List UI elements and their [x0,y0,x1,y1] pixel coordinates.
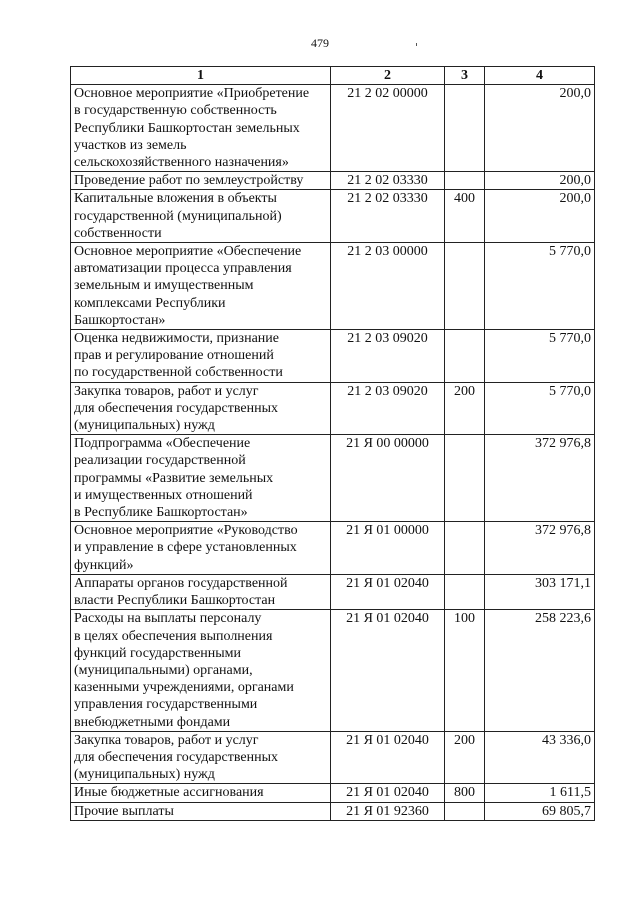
row-type: 400 [445,190,485,243]
table-row [71,731,595,784]
row-amount: 5 770,0 [485,243,595,330]
row-name: Иные бюджетные ассигнования [71,784,331,802]
row-type [445,330,485,383]
row-amount: 200,0 [485,172,595,190]
table-row [71,85,595,172]
row-type [445,802,485,820]
row-amount: 5 770,0 [485,382,595,435]
row-amount: 372 976,8 [485,522,595,575]
table-row [71,382,595,435]
table-row [71,784,595,802]
row-code: 21 Я 01 02040 [331,574,445,609]
row-amount: 1 611,5 [485,784,595,802]
row-type: 200 [445,731,485,784]
row-amount: 43 336,0 [485,731,595,784]
table-row [71,330,595,383]
row-name: Закупка товаров, работ и услуг для обеспечения государственных (муниципальных) нужд [71,731,331,784]
row-code: 21 Я 01 00000 [331,522,445,575]
row-code: 21 Я 00 00000 [331,435,445,522]
row-type [445,522,485,575]
row-amount: 200,0 [485,190,595,243]
row-type [445,85,485,172]
row-name: Проведение работ по землеустройству [71,172,331,190]
row-name: Основное мероприятие «Приобретение в государственную собственность Республики Башкортостан земельных участков из земель сельскохозяйственного назначения» [71,85,331,172]
table-row [71,190,595,243]
table-row [71,522,595,575]
row-code: 21 2 02 03330 [331,172,445,190]
row-amount: 69 805,7 [485,802,595,820]
row-type [445,243,485,330]
page-number: 479 [311,36,329,50]
row-code: 21 Я 01 92360 [331,802,445,820]
row-name: Оценка недвижимости, признание прав и регулирование отношений по государственной собственности [71,330,331,383]
row-code: 21 2 03 09020 [331,382,445,435]
table-row [71,435,595,522]
column-header-3: 3 [445,67,485,85]
scan-speck [416,43,417,46]
row-type [445,172,485,190]
row-code: 21 Я 01 02040 [331,731,445,784]
budget-table [70,66,595,821]
row-code: 21 2 03 00000 [331,243,445,330]
row-name: Закупка товаров, работ и услуг для обеспечения государственных (муниципальных) нужд [71,382,331,435]
row-name: Капитальные вложения в объекты государственной (муниципальной) собственности [71,190,331,243]
row-amount: 372 976,8 [485,435,595,522]
header-row [71,67,595,85]
table-row [71,172,595,190]
row-code: 21 Я 01 02040 [331,784,445,802]
table-row [71,802,595,820]
table-row [71,243,595,330]
table-row [71,574,595,609]
row-code: 21 2 03 09020 [331,330,445,383]
row-name: Основное мероприятие «Руководство и управление в сфере установленных функций» [71,522,331,575]
row-type [445,574,485,609]
row-amount: 5 770,0 [485,330,595,383]
row-code: 21 Я 01 02040 [331,610,445,731]
row-type: 100 [445,610,485,731]
row-name: Основное мероприятие «Обеспечение автоматизации процесса управления земельным и имущественным комплексами Республики Башкортостан» [71,243,331,330]
row-amount: 303 171,1 [485,574,595,609]
row-name: Прочие выплаты [71,802,331,820]
row-type [445,435,485,522]
row-name: Подпрограмма «Обеспечение реализации государственной программы «Развитие земельных и имущественных отношений в Республике Башкортостан» [71,435,331,522]
column-header-1: 1 [71,67,331,85]
row-type: 800 [445,784,485,802]
row-amount: 200,0 [485,85,595,172]
column-header-4: 4 [485,67,595,85]
row-code: 21 2 02 00000 [331,85,445,172]
row-type: 200 [445,382,485,435]
row-code: 21 2 02 03330 [331,190,445,243]
row-name: Расходы на выплаты персоналу в целях обеспечения выполнения функций государственными (муниципальными) органами, казенными учреждениями, органами управления государственными внебюджетными фондами [71,610,331,731]
table-row [71,610,595,731]
column-header-2: 2 [331,67,445,85]
row-amount: 258 223,6 [485,610,595,731]
row-name: Аппараты органов государственной власти Республики Башкортостан [71,574,331,609]
